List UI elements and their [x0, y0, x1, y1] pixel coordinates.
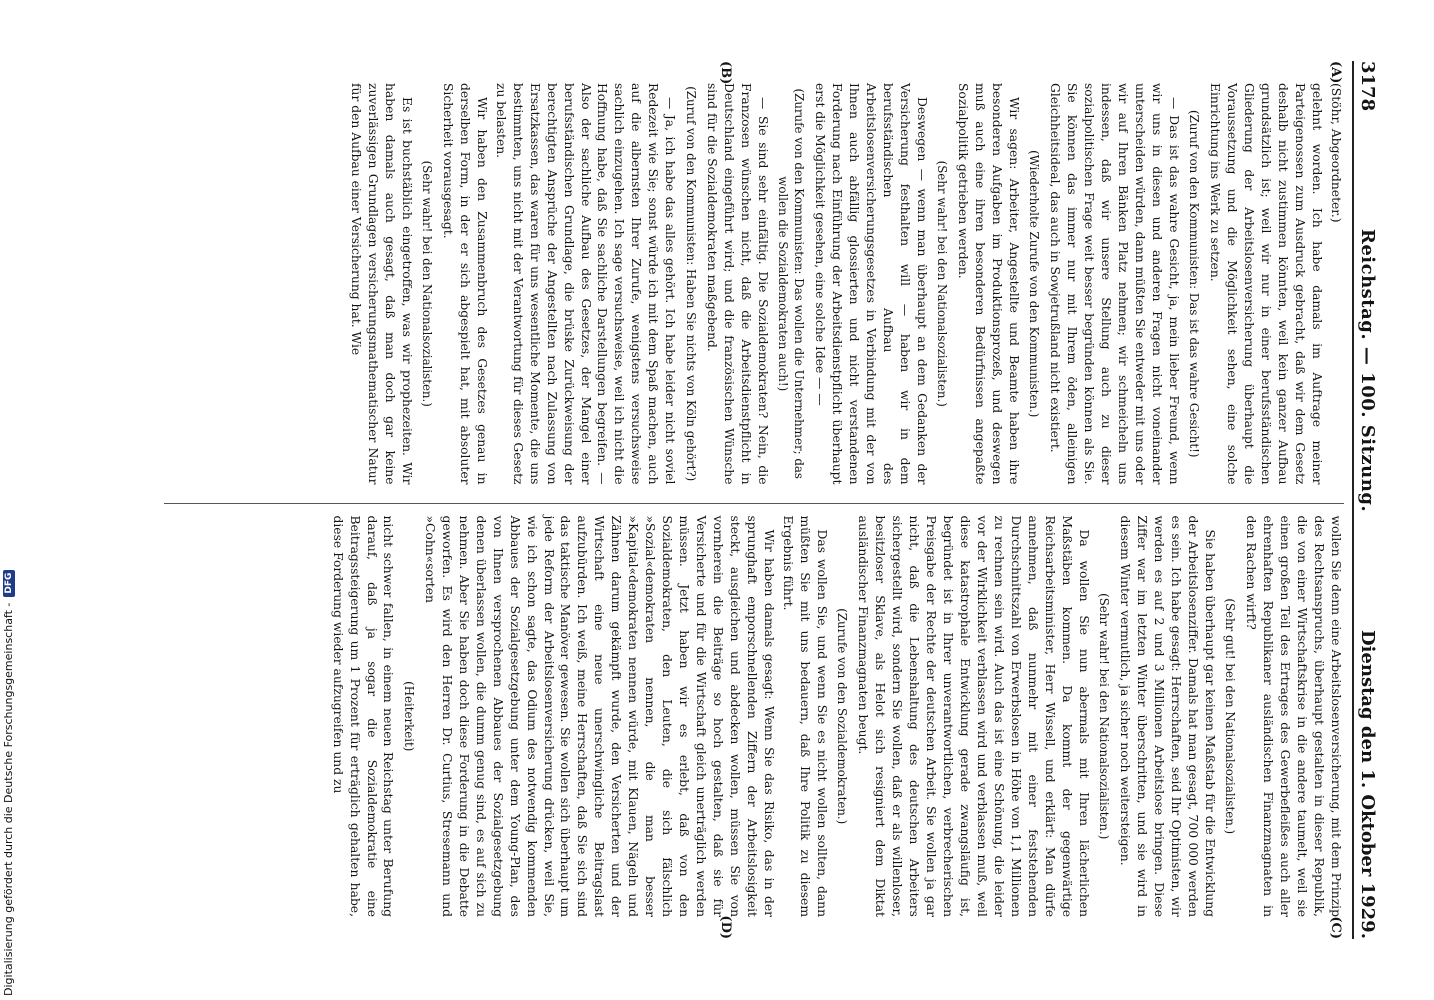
dfg-logo-icon: DFG: [3, 570, 15, 597]
paragraph: Wir haben den Zusammenbruch des Gesetzes genau in derselben Form, in der er sich abgespielt hat, mit absoluter Sicherheit vorausgesagt.: [440, 83, 489, 485]
document-page: [134, 35, 1384, 965]
margin-marker-c: (C): [1328, 916, 1343, 939]
paragraph: Sie haben überhaupt gar keinen Maßstab für die Entwicklung der Arbeitslosenziffer. Damals hat man gesagt, 700 000 werden es sein. Ich habe gesagt: Herrschaften, seid Ihr Optimisten, wir werden es auf 2 und 3 Millionen Arbeitslose bringen. Diese Ziffer war im letzten Winter überschritten, und sie wird in diesem Winter vermutlich, ja sicher noch weitersteigen.: [1118, 515, 1217, 917]
paragraph: gelehnt worden. Ich habe damals im Auftrage meiner Parteigenossen zum Ausdruck gebracht, daß wir dem Gesetz deshalb nicht zustimmen könnten, weil kein ganzer Aufbau grundsätzlich ist; weil wir nur in einer berufsständischen Gliederung der Arbeitslosenversicherung überhaupt die Voraussetzung und die Möglichkeit sehen, eine solche Einrichtung ins Werk zu setzen.: [1208, 83, 1325, 485]
paragraph: — Ja, ich habe das alles gehört. Ich habe leider nicht soviel Redezeit wie Sie; sonst würde ich mit dem Spaß machen, auch auf die albernsten Ihrer Zurufe, wenigstens versuchsweise sachlich einzugehen. Ich sage versuchsweise, weil ich nicht die Hoffnung habe, daß Sie sachliche Darstellungen begreifen. — Also der sachliche Aufbau des Gesetzes, der Mangel einer berufsständischen Grundlage, die brüske Zurückweisung der berechtigten Ansprüche der Angestellten nach Zulassung von Ersatzkassen, das waren für uns wesentliche Momente, die uns bestimmten, uns nicht mit der Verantwortung für dieses Gesetz zu belasten.: [493, 83, 678, 485]
paragraph: Da wollen Sie nun abermals mit Ihren lächerlichen Maßstäben kommen. Da kommt der gegenwärtige Reichsarbeitsminister, Herr Wissell, und erklärt: Man dürfe annehmen, daß nunmehr mit einer feststehenden Durchschnittszahl von Erwerbslosen in Höhe von 1,1 Millionen zu rechnen sein wird. Auch das ist eine Schönung, die leider vor der Wirklichkeit verblassen wird und verblassen muß, weil diese katastrophale Entwicklung gerade zwangsläufig ist, begründet ist in Ihrer unverantwortlichen, verbrecherischen Preisgabe der Rechte der deutschen Arbeit. Sie wollen ja gar nicht, daß die Lebenshaltung des deutschen Arbeiters sichergestellt wird, sondern Sie wollen, daß er als willenloser, besitzloser Sklave, als Helot sich resigniert dem Diktat ausländischer Finanzmagnaten beugt.: [856, 515, 1091, 917]
interjection: (Heiterkeit): [401, 681, 416, 752]
paragraph: Deswegen — wenn man überhaupt an dem Gedanken der Versicherung festhalten will — haben wir in dem berufsständischen Aufbau des Arbeitslosenversicherungsgesetzes in Verbindung mit der von Ihnen auch abfällig glossierten und nicht verstandenen Forderung nach Einführung der Arbeitsdienstpflicht überhaupt erst die Möglichkeit gesehen, eine solche Idee — —: [813, 83, 929, 485]
credit-text: Digitalisierung gefördert durch die Deutsche Forschungsgemeinschaft -: [2, 602, 15, 996]
interjection: (Sehr wahr! bei den Nationalsozialisten.): [1097, 593, 1112, 840]
left-column: [164, 61, 1344, 485]
digitization-credit: [2, 0, 15, 996]
page-title: Reichstag. — 100. Sitzung.: [1357, 228, 1378, 513]
page-number: 3178: [1357, 61, 1378, 112]
interjection: (Wiederholte Zurufe von den Kommunisten.): [1027, 150, 1042, 418]
paragraph: (Stöhr, Abgeordneter.): [1329, 83, 1343, 223]
interjection: (Zurufe von den Kommunisten: Das wollen die Unternehmer; das wollen die Sozialdemokraten auch!): [775, 88, 807, 479]
paragraph: Wir sagen: Arbeiter, Angestellte und Beamte haben ihre besonderen Aufgaben im Produktionsprozeß, und deswegen muß auch eine ihren besonderen Bedürfnissen angepaßte Sozialpolitik getrieben werden.: [956, 83, 1021, 485]
interjection: (Sehr wahr! bei den Nationalsozialisten.): [935, 160, 950, 407]
page-date: Dienstag den 1. Oktober 1929.: [1357, 629, 1378, 939]
paragraph: Es ist buchstäblich eingetroffen, was wir prophezeiten. Wir haben damals auch gesagt, daß man doch gar keine zuverlässigen Grundlagen versicherungsmathematischer Natur für den Aufbau einer Versicherung hat. Wie: [348, 83, 414, 485]
interjection: (Zuruf von den Kommunisten: Das ist das wahre Gesicht!): [1187, 110, 1202, 458]
interjection: (Sehr gut! bei den Nationalsozialisten.): [1223, 598, 1238, 835]
interjection: (Zurufe von den Sozialdemokraten.): [835, 608, 850, 825]
margin-marker-a: (A): [1328, 61, 1343, 84]
paragraph: wollen Sie denn eine Arbeitslosenversicherung, mit dem Prinzip des Rechtsanspruchs, überhaupt gestalten in dieser Republik, die von einer Wirtschaftskrise in die andere taumelt, weil sie einen großen Teil des Ertrages des Gewerbefleißes auch aller ehrenhaften Republikaner ausländischen Finanzmagnaten in den Rachen wirft?: [1244, 515, 1343, 917]
margin-marker-b: (B): [718, 61, 733, 85]
paragraph: Wir haben damals gesagt: Wenn Sie das Risiko, das in der sprunghaft emporschnellenden Ziffern der Arbeitslosigkeit steckt, ausgleichen und abdecken wollen, müssen Sie von vornherein die Beiträge so hoch gestalten, daß sie für Versicherte und für die Wirtschaft gleich unerträglich werden müssen. Jetzt haben wir es erlebt, daß von den Sozialdemokraten, den Leuten, die sich fälschlich »Sozial«demokraten nennen, die man besser »Kapital«demokraten nennen würde, mit Klauen, Nägeln und Zähnen darum gekämpft wurde, den Versicherten und der Wirtschaft eine neue unerschwingliche Beitragslast aufzubürden. Ich weiß, meine Herrschaften, daß Sie sich sind das taktische Manöver gewesen. Sie wollen sich überhaupt um jede Reform der Arbeitslosenversicherung drücken, weil Sie, wie ich schon sagte, das Odium des notwendig kommenden Abbaues der Sozialgesetzgebung unter dem Young-Plan, des von Ihnen versprochenen Abbaues der Sozialgesetzgebung denen überlassen wollen, die dumm genug sind, es auf sich zu nehmen. Aber Sie haben doch diese Forderung in die Debatte geworfen. Es wird den Herren Dr. Curtius, Stresemann und »Cohn«sorten: [422, 515, 777, 917]
paragraph: Das wollen Sie, und wenn Sie es nicht wollen sollten, dann müßten Sie mit uns bedauern, daß Ihre Politik zu diesem Ergebnis führt.: [781, 515, 830, 917]
page-header: [1352, 61, 1378, 939]
interjection: (Zuruf von den Kommunisten: Haben Sie nichts von Köln gehört?): [683, 86, 698, 482]
margin-marker-d: (D): [718, 915, 733, 939]
paragraph: nicht schwer fallen, in einem neuen Reichstag unter Berufung darauf, daß ja sogar die Sozialdemokratie eine Beitragssteigerung um 1 Prozent für erträglich gehalten habe, diese Forderung wieder aufzugreifen und zu: [330, 515, 396, 917]
paragraph: — Das ist das wahre Gesicht, ja, mein lieber Freund, wenn wir uns in diesen und anderen Fragen nicht voneinander unterscheiden würden, dann müßten Sie entweder mit uns oder wir auf Ihren Bänken Platz nehmen; wir schmeicheln uns indessen, daß wir unsere Stellung auch zu dieser sozialpolitischen Frage weit besser begründen können als Sie. Sie können das immer nur mit Ihrem öden, alleinigen Gleichheitsideal, das auch in Sowjetrußland nicht existiert.: [1048, 83, 1181, 485]
interjection: (Sehr wahr! bei den Nationalsozialisten.): [419, 160, 434, 407]
right-column: [164, 503, 1344, 940]
paragraph: — Sie sind sehr einfältig. Die Sozialdemokraten? Nein, die Franzosen wünschen nicht, daß die Arbeitsdienstpflicht in Deutschland eingeführt wird; und die französischen Wünsche sind für die Sozialdemokraten maßgebend.: [704, 83, 770, 485]
